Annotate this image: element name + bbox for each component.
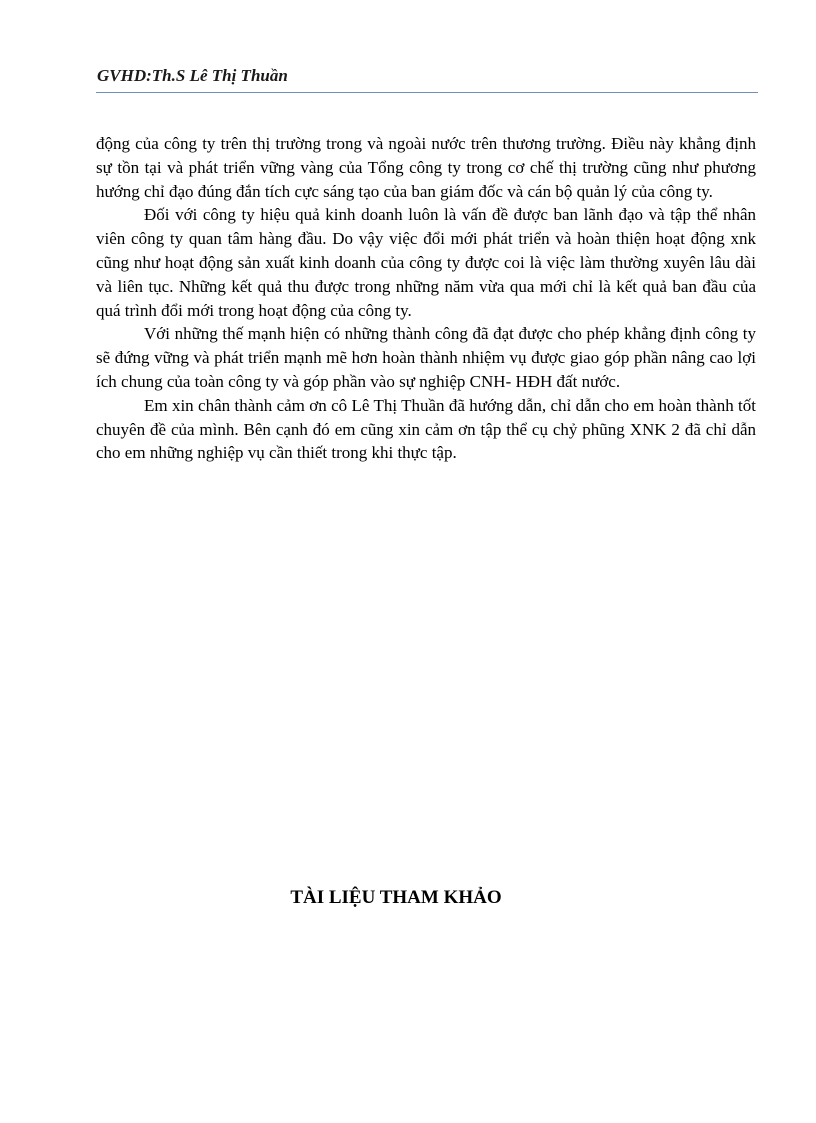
- paragraph-strengths: Với những thế mạnh hiện có những thành công đã đạt được cho phép khẳng định công ty sẽ đứng vững và phát triển mạnh mẽ hơn hoàn thành nhiệm vụ được giao góp phần nâng cao lợi ích chung của toàn công ty và góp phần vào sự nghiệp CNH- HĐH đất nước.: [96, 324, 756, 391]
- body-text: [96, 132, 756, 465]
- header-divider: [96, 92, 758, 93]
- paragraph-business-efficiency: Đối với công ty hiệu quả kinh doanh luôn là vấn đề được ban lãnh đạo và tập thể nhân viên công ty quan tâm hàng đầu. Do vậy việc đổi mới phát triển và hoàn thiện hoạt động xnk cũng như hoạt động sản xuất kinh doanh của công ty được coi là việc làm thường xuyên lâu dài và liên tục. Những kết quả thu được trong những năm vừa qua mới chỉ là kết quả ban đầu của quá trình đổi mới trong hoạt động của công ty.: [96, 205, 756, 320]
- paragraph-continuation: động của công ty trên thị trường trong và ngoài nước trên thương trường. Điều này khẳng định sự tồn tại và phát triển vững vàng của Tổng công ty trong cơ chế thị trường cũng như phương hướng chỉ đạo đúng đắn tích cực sáng tạo của ban giám đốc và cán bộ quản lý của công ty.: [96, 134, 756, 201]
- page-header: GVHD:Th.S Lê Thị Thuần: [97, 66, 288, 85]
- references-heading: TÀI LIỆU THAM KHẢO: [290, 887, 502, 908]
- paragraph-acknowledgement: Em xin chân thành cảm ơn cô Lê Thị Thuần đã hướng dẫn, chỉ dẫn cho em hoàn thành tốt chuyên đề của mình. Bên cạnh đó em cũng xin cảm ơn tập thể cụ chỷ phũng XNK 2 đã chỉ dẫn cho em những nghiệp vụ cần thiết trong khi thực tập.: [96, 395, 756, 463]
